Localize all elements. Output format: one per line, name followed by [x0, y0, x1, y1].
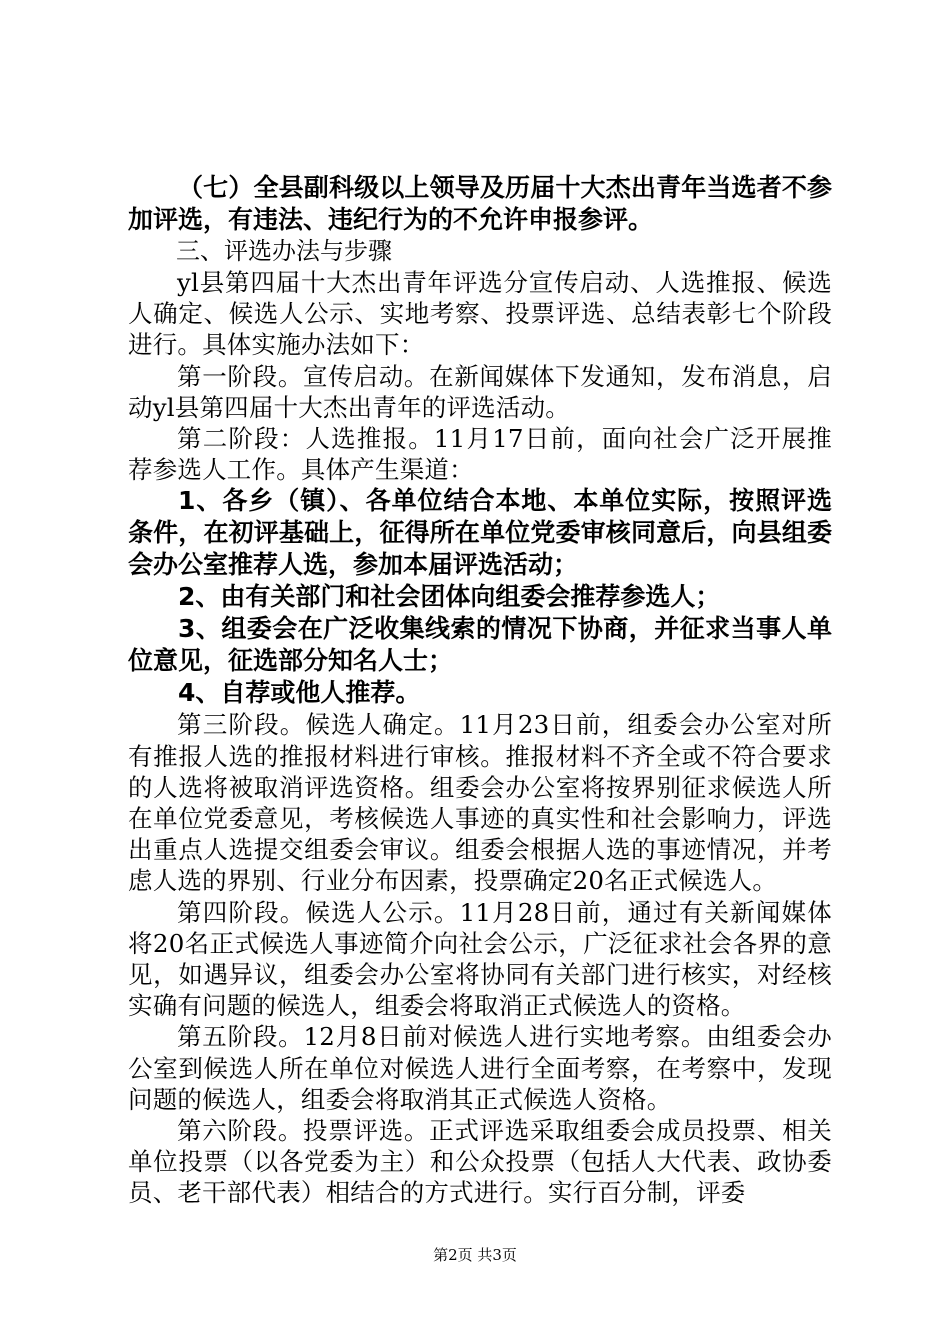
paragraph-channel-1: 1、各乡（镇）、各单位结合本地、本单位实际，按照评选条件，在初评基础上，征得所在单位党委审核同意后，向县组委会办公室推荐人选，参加本届评选活动；: [128, 486, 832, 580]
paragraph-stage-4: 第四阶段。候选人公示。11月28日前，通过有关新闻媒体将20名正式候选人事迹简介向社会公示，广泛征求社会各界的意见，如遇异议，组委会办公室将协同有关部门进行核实，对经核实确有问题的候选人，组委会将取消正式候选人的资格。: [128, 897, 832, 1021]
paragraph-stage-3: 第三阶段。候选人确定。11月23日前，组委会办公室对所有推报人选的推报材料进行审核。推报材料不齐全或不符合要求的人选将被取消评选资格。组委会办公室将按界别征求候选人所在单位党委意见，考核候选人事迹的真实性和社会影响力，评选出重点人选提交组委会审议。组委会根据人选的事迹情况，并考虑人选的界别、行业分布因素，投票确定20名正式候选人。: [128, 710, 832, 896]
paragraph-stage-6: 第六阶段。投票评选。正式评选采取组委会成员投票、相关单位投票（以各党委为主）和公众投票（包括人大代表、政协委员、老干部代表）相结合的方式进行。实行百分制，评委: [128, 1116, 832, 1208]
section-heading-3: 三、评选办法与步骤: [176, 237, 392, 265]
document-body: [128, 172, 832, 1209]
paragraph-stage-1: 第一阶段。宣传启动。在新闻媒体下发通知，发布消息，启动yl县第四届十大杰出青年的评选活动。: [128, 361, 832, 422]
paragraph-stage-2: 第二阶段：人选推报。11月17日前，面向社会广泛开展推荐参选人工作。具体产生渠道：: [128, 424, 832, 485]
paragraph-overview: yl县第四届十大杰出青年评选分宣传启动、人选推报、候选人确定、候选人公示、实地考察、投票评选、总结表彰七个阶段进行。具体实施办法如下：: [128, 268, 832, 360]
paragraph-channel-4: 4、自荐或他人推荐。: [178, 678, 421, 708]
paragraph-channel-2: 2、由有关部门和社会团体向组委会推荐参选人；: [178, 582, 721, 612]
page-number-footer: 第2页 共3页: [433, 1246, 517, 1264]
paragraph-eligibility-7: （七）全县副科级以上领导及历届十大杰出青年当选者不参加评选，有违法、违纪行为的不允许申报参评。: [128, 173, 832, 234]
paragraph-stage-5: 第五阶段。12月8日前对候选人进行实地考察。由组委会办公室到候选人所在单位对候选人进行全面考察，在考察中，发现问题的候选人，组委会将取消其正式候选人资格。: [128, 1022, 832, 1114]
paragraph-channel-3: 3、组委会在广泛收集线索的情况下协商，并征求当事人单位意见，征选部分知名人士；: [128, 614, 832, 676]
